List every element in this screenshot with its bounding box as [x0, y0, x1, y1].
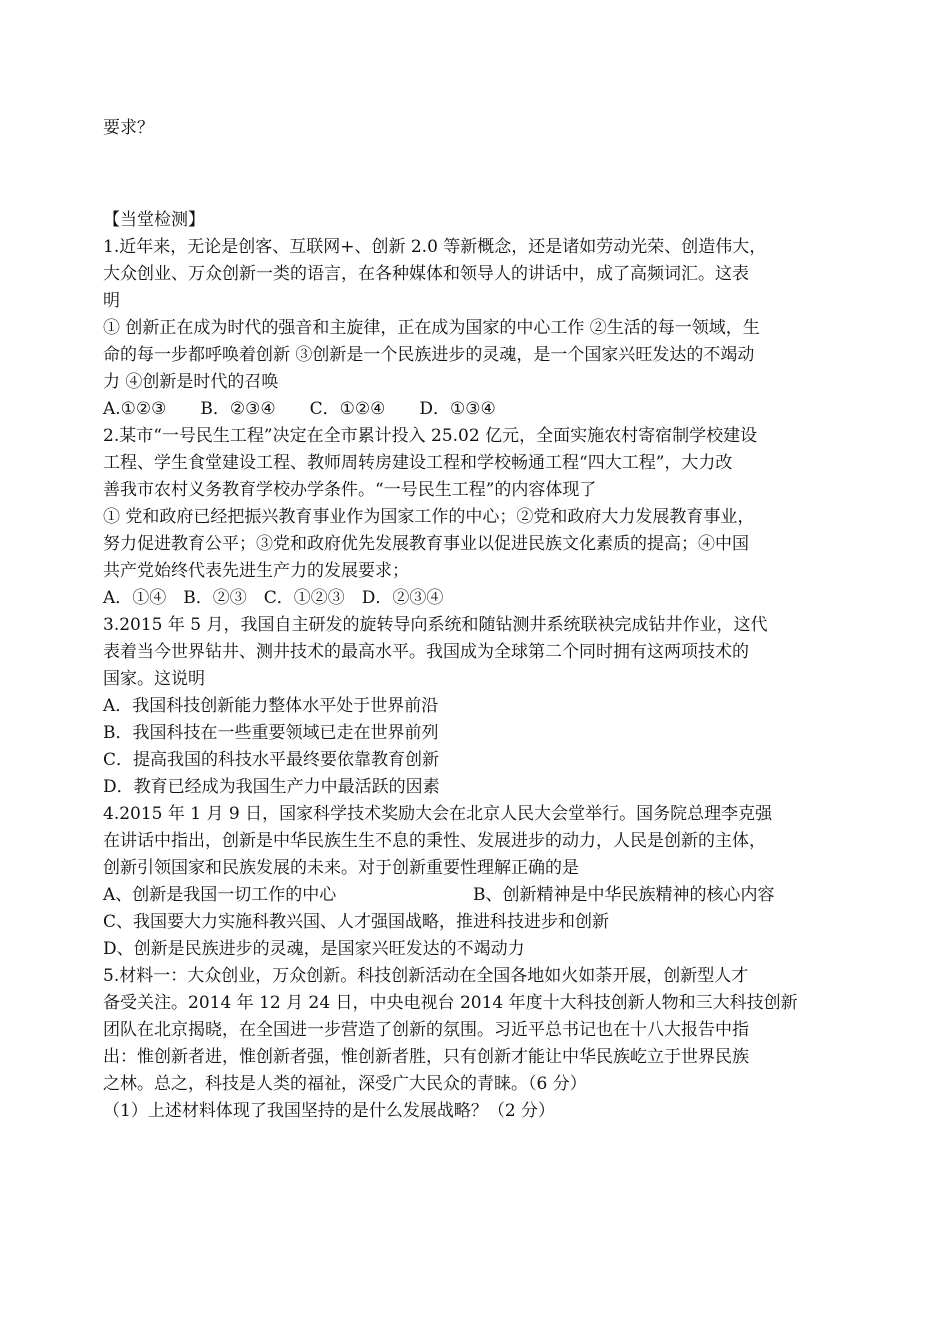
- question-5: [103, 963, 863, 1125]
- question-2-options: A．①④ B．②③ C．①②③ D．②③④: [103, 588, 444, 608]
- question-2: [103, 423, 863, 612]
- question-3-option: D．教育已经成为我国生产力中最活跃的因素: [103, 777, 440, 797]
- question-3-option: B．我国科技在一些重要领域已走在世界前列: [103, 723, 439, 743]
- question-4-option-d: D、创新是民族进步的灵魂，是国家兴旺发达的不竭动力: [103, 939, 525, 959]
- question-4-option-c: C、我国要大力实施科教兴国、人才强国战略，推进科技进步和创新: [103, 912, 610, 932]
- question-5-line: 出：惟创新者进，惟创新者强，惟创新者胜，只有创新才能让中华民族屹立于世界民族: [103, 1047, 749, 1067]
- question-1: [103, 234, 863, 423]
- question-1-line: ① 创新正在成为时代的强音和主旋律，正在成为国家的中心工作 ②生活的每一领域，生: [103, 318, 760, 338]
- question-2-line: 工程、学生食堂建设工程、教师周转房建设工程和学校畅通工程“四大工程”，大力改: [103, 453, 733, 473]
- question-2-line: 努力促进教育公平；③党和政府优先发展教育事业以促进民族文化素质的提高；④中国: [103, 534, 749, 554]
- question-3-line: 表着当今世界钻井、测井技术的最高水平。我国成为全球第二个同时拥有这两项技术的: [103, 642, 749, 662]
- question-4-option-b: B、创新精神是中华民族精神的核心内容: [473, 885, 775, 905]
- question-5-line: 团队在北京揭晓，在全国进一步营造了创新的氛围。习近平总书记也在十八大报告中指: [103, 1020, 749, 1040]
- question-5-line: 5.材料一：大众创业，万众创新。科技创新活动在全国各地如火如荼开展，创新型人才: [103, 966, 749, 986]
- section-title: 【当堂检测】: [103, 210, 205, 230]
- question-3-option: A．我国科技创新能力整体水平处于世界前沿: [103, 696, 439, 716]
- question-4-option-a: A、创新是我国一切工作的中心: [103, 885, 337, 905]
- question-3-line: 3.2015 年 5 月，我国自主研发的旋转导向系统和随钻测井系统联袂完成钻井作业，这代: [103, 615, 768, 635]
- question-5-line: 备受关注。2014 年 12 月 24 日，中央电视台 2014 年度十大科技创新人物和三大科技创新: [103, 993, 798, 1013]
- question-1-line: 明: [103, 291, 120, 311]
- question-5-sub-question-1: （1）上述材料体现了我国坚持的是什么发展战略？（2 分）: [103, 1101, 556, 1121]
- question-1-line: 大众创业、万众创新一类的语言，在各种媒体和领导人的讲话中，成了高频词汇。这表: [103, 264, 749, 284]
- question-4: [103, 801, 863, 963]
- question-1-line: 命的每一步都呼唤着创新 ③创新是一个民族进步的灵魂，是一个国家兴旺发达的不竭动: [103, 345, 755, 365]
- question-4-line: 4.2015 年 1 月 9 日，国家科学技术奖励大会在北京人民大会堂举行。国务院总理李克强: [103, 804, 773, 824]
- question-4-line: 创新引领国家和民族发展的未来。对于创新重要性理解正确的是: [103, 858, 579, 878]
- question-2-line: 2.某市“一号民生工程”决定在全市累计投入 25.02 亿元，全面实施农村寄宿制学校建设: [103, 426, 758, 446]
- question-4-line: 在讲话中指出，创新是中华民族生生不息的秉性、发展进步的动力，人民是创新的主体，: [103, 831, 766, 851]
- intro-line: 要求？: [103, 118, 154, 138]
- document-content: [103, 115, 863, 1125]
- question-2-line: 共产党始终代表先进生产力的发展要求；: [103, 561, 409, 581]
- question-2-line: ① 党和政府已经把振兴教育事业作为国家工作的中心；②党和政府大力发展教育事业，: [103, 507, 755, 527]
- question-5-line: 之林。总之，科技是人类的福祉，深受广大民众的青睐。（6 分）: [103, 1074, 587, 1094]
- question-1-line: 力 ④创新是时代的召唤: [103, 372, 279, 392]
- question-1-options: A.①②③ B．②③④ C．①②④ D．①③④: [103, 399, 496, 419]
- question-3-option: C．提高我国的科技水平最终要依靠教育创新: [103, 750, 440, 770]
- question-4-options-row: [103, 882, 863, 909]
- question-3: [103, 612, 863, 801]
- question-1-line: 1.近年来，无论是创客、互联网+、创新 2.0 等新概念，还是诸如劳动光荣、创造伟大，: [103, 237, 767, 257]
- question-3-line: 国家。这说明: [103, 669, 205, 689]
- question-2-line: 善我市农村义务教育学校办学条件。“一号民生工程”的内容体现了: [103, 480, 597, 500]
